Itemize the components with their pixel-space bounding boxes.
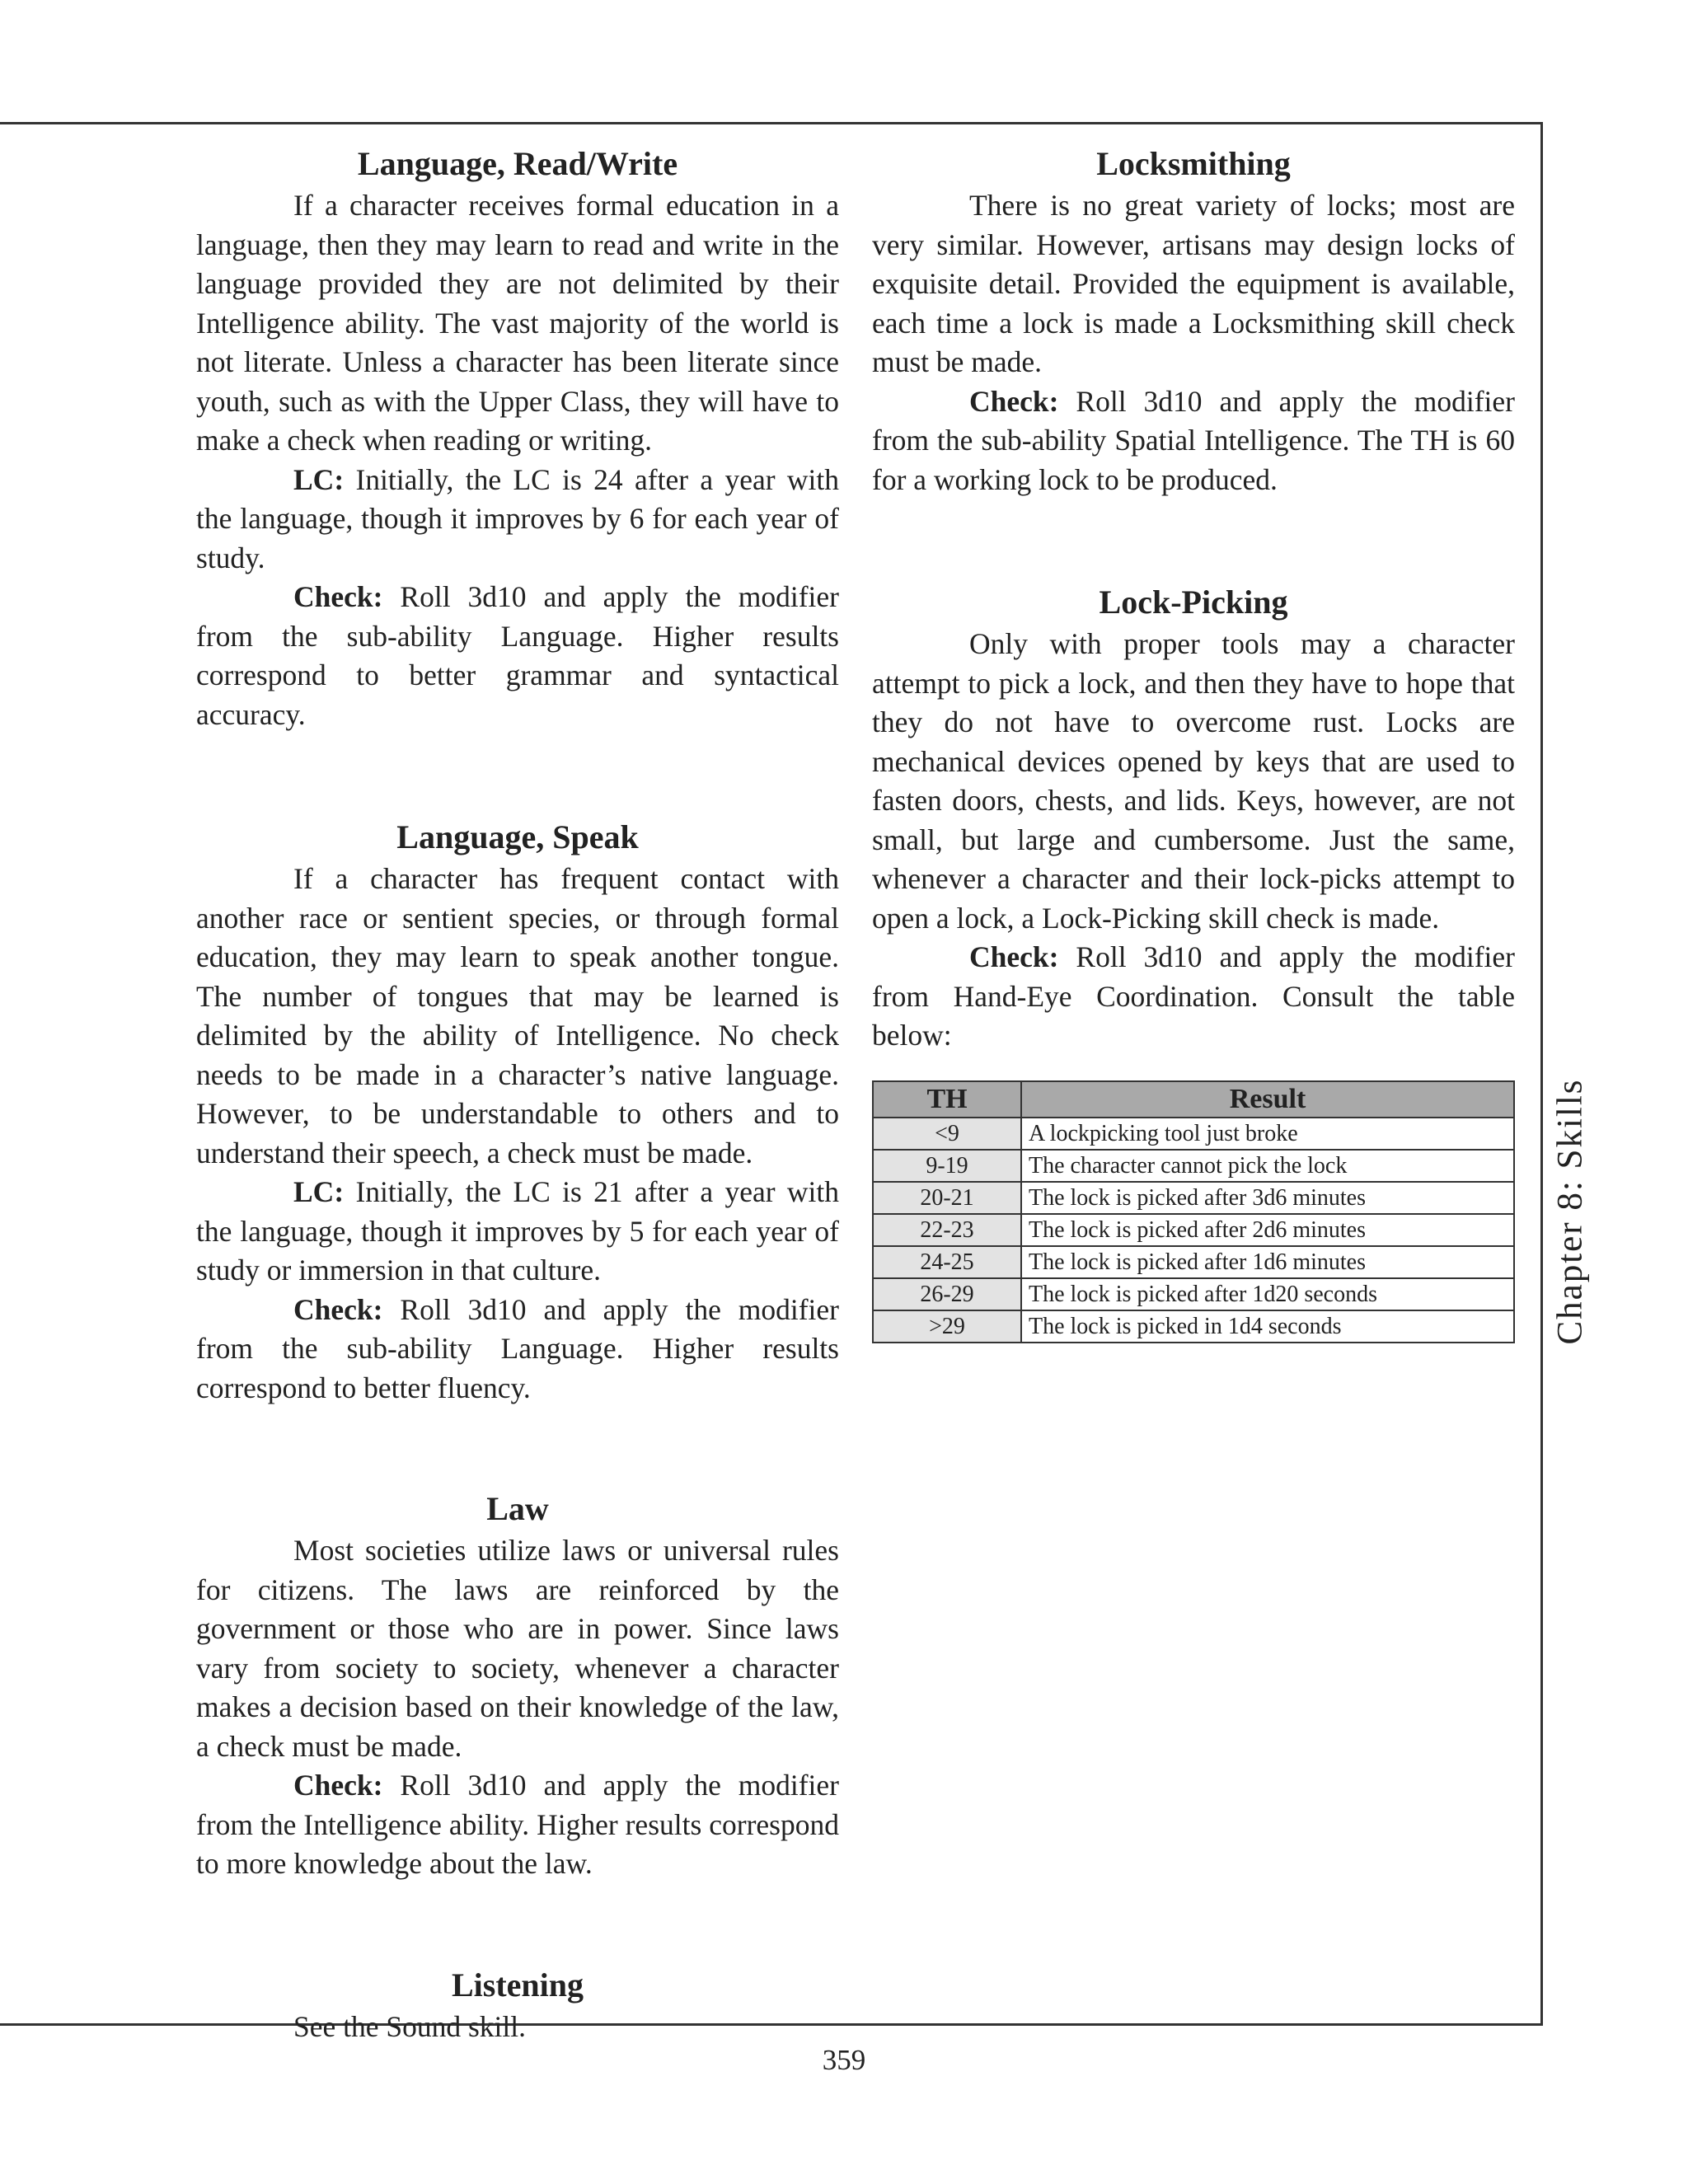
page-number: 359 — [822, 2044, 866, 2076]
lc-paragraph — [196, 1173, 839, 1291]
page-frame-right-rule — [1540, 122, 1543, 2026]
page-frame-top-rule — [0, 122, 1543, 124]
table-row — [873, 1182, 1514, 1214]
table-cell-th: 26-29 — [873, 1278, 1021, 1310]
section-lock-picking — [872, 580, 1515, 1343]
table-row — [873, 1310, 1514, 1343]
table-cell-th: 22-23 — [873, 1214, 1021, 1246]
section-spacer — [872, 499, 1515, 580]
check-text: Roll 3d10 and apply the modifier from the sub-ability Language. Higher results correspond to better grammar and syntactical accuracy. — [196, 580, 839, 731]
section-law — [196, 1487, 839, 1884]
table-cell-th: 20-21 — [873, 1182, 1021, 1214]
section-spacer — [196, 1884, 839, 1963]
section-spacer — [196, 1408, 839, 1487]
section-title: Language, Speak — [396, 818, 639, 855]
section-title: Lock-Picking — [1099, 583, 1288, 621]
table-cell-result: A lockpicking tool just broke — [1021, 1118, 1514, 1150]
table-row — [873, 1278, 1514, 1310]
table-cell-th: 9-19 — [873, 1150, 1021, 1182]
table-cell-result: The character cannot pick the lock — [1021, 1150, 1514, 1182]
table-header-th: TH — [873, 1081, 1021, 1118]
table-header-result: Result — [1021, 1081, 1514, 1118]
body-paragraph: See the Sound skill. — [293, 2009, 527, 2043]
section-language-speak — [196, 815, 839, 1408]
check-paragraph — [196, 1291, 839, 1408]
table-row — [873, 1150, 1514, 1182]
table-cell-th: >29 — [873, 1310, 1021, 1343]
lc-paragraph — [196, 461, 839, 579]
table-cell-th: <9 — [873, 1118, 1021, 1150]
table-cell-result: The lock is picked after 1d6 minutes — [1021, 1246, 1514, 1278]
check-paragraph — [196, 1766, 839, 1884]
lock-picking-results-table — [872, 1080, 1515, 1343]
table-cell-result: The lock is picked after 3d6 minutes — [1021, 1182, 1514, 1214]
check-paragraph — [872, 938, 1515, 1056]
check-paragraph — [872, 382, 1515, 500]
section-spacer — [196, 734, 839, 815]
right-column — [872, 142, 1515, 1343]
section-title: Law — [486, 1490, 549, 1527]
lc-label: LC: — [293, 1175, 345, 1208]
check-text: Roll 3d10 and apply the modifier from the sub-ability Spatial Intelligence. The TH is 60 for a working lock to be produced. — [872, 384, 1515, 496]
table-row — [873, 1214, 1514, 1246]
section-locksmithing — [872, 142, 1515, 499]
body-paragraph: If a character has frequent contact with another race or sentient species, or through formal education, they may learn to speak another tongue. The number of tongues that may be learned is delimited by the ability of Intelligence. No check needs to be made in a character’s native language. However, to be understandable to others and to understand their speech, a check must be made. — [196, 862, 839, 1169]
section-listening — [196, 1963, 839, 2047]
body-paragraph: Only with proper tools may a character attempt to pick a lock, and then they have to hope that they do not have to overcome rust. Locks are mechanical devices opened by keys that are used to fasten doors, chests, and lids. Keys, however, are not small, but large and cumbersome. Just the same, whenever a character and their lock-picks attempt to open a lock, a Lock-Picking skill check is made. — [872, 627, 1515, 935]
section-title: Listening — [451, 1966, 584, 2004]
body-paragraph: There is no great variety of locks; most are very similar. However, artisans may design locks of exquisite detail. Provided the equipment is available, each time a lock is made a Locksmithing skill check must be made. — [872, 189, 1515, 378]
table-cell-result: The lock is picked in 1d4 seconds — [1021, 1310, 1514, 1343]
table-header-row — [873, 1081, 1514, 1118]
check-text: Roll 3d10 and apply the modifier from the Intelligence ability. Higher results correspond to more knowledge about the law. — [196, 1769, 839, 1880]
check-label: Check: — [293, 580, 383, 613]
check-label: Check: — [293, 1769, 383, 1802]
table-row — [873, 1246, 1514, 1278]
left-column — [196, 142, 839, 2046]
lc-text: Initially, the LC is 21 after a year with the language, though it improves by 5 for each year of study or immersion in that culture. — [196, 1175, 839, 1286]
check-label: Check: — [969, 384, 1059, 418]
section-title: Language, Read/Write — [357, 145, 678, 182]
lc-text: Initially, the LC is 24 after a year with the language, though it improves by 6 for each year of study. — [196, 462, 839, 574]
check-text: Roll 3d10 and apply the modifier from Hand-Eye Coordination. Consult the table below: — [872, 940, 1515, 1052]
table-cell-result: The lock is picked after 2d6 minutes — [1021, 1214, 1514, 1246]
section-language-read-write — [196, 142, 839, 734]
body-paragraph: Most societies utilize laws or universal rules for citizens. The laws are reinforced by the government or those who are in power. Since laws vary from society to society, whenever a character makes a decision based on their knowledge of the law, a check must be made. — [196, 1534, 839, 1763]
table-row — [873, 1118, 1514, 1150]
check-label: Check: — [293, 1292, 383, 1326]
check-label: Check: — [969, 940, 1059, 973]
chapter-tab-label: Chapter 8: Skills — [1550, 1078, 1590, 1345]
check-text: Roll 3d10 and apply the modifier from the sub-ability Language. Higher results correspond to better fluency. — [196, 1292, 839, 1404]
table-cell-result: The lock is picked after 1d20 seconds — [1021, 1278, 1514, 1310]
check-paragraph — [196, 578, 839, 734]
lc-label: LC: — [293, 462, 345, 496]
body-paragraph: If a character receives formal education in a language, then they may learn to read and write in the language provided they are not delimited by their Intelligence ability. The vast majority of the world is not literate. Unless a character has been literate since youth, such as with the Upper Class, they will have to make a check when reading or writing. — [196, 189, 839, 457]
table-cell-th: 24-25 — [873, 1246, 1021, 1278]
section-title: Locksmithing — [1096, 145, 1291, 182]
